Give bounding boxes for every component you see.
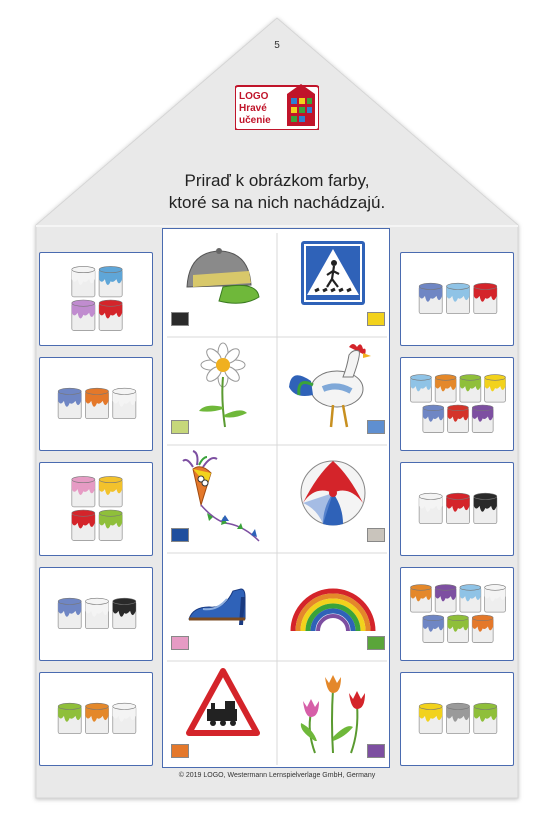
paint-pot-icon [58,388,81,418]
paint-pots-group [401,568,513,660]
swatch-tulips[interactable] [367,744,385,758]
instruction-line-1: Priraď k obrázkom farby, [184,171,370,190]
paint-pot-icon [419,283,442,313]
picture-grid [162,228,390,768]
paint-pot-icon [472,405,493,433]
right-card-3[interactable] [400,462,514,556]
logo-text-1: LOGO [239,91,269,102]
paint-pot-icon [411,375,432,403]
paint-pot-icon [72,300,95,330]
logo-text-2: Hravé [239,103,267,114]
page-number: 5 [274,40,280,51]
instruction-text [80,170,474,214]
paint-pots-group [401,463,513,555]
paint-pot-icon [72,266,95,296]
paint-pot-icon [435,585,456,613]
paint-pot-icon [85,703,108,733]
grid-cell-rainbow[interactable] [277,553,390,661]
paint-pot-icon [85,388,108,418]
paint-pot-icon [460,375,481,403]
left-card-2[interactable] [39,357,153,451]
paint-pot-icon [58,703,81,733]
paint-pot-icon [472,615,493,643]
grid-cell-high-heel-shoe[interactable] [163,553,276,661]
paint-pot-icon [99,300,122,330]
paint-pots-group [40,253,152,345]
paint-pots-group [40,568,152,660]
paint-pot-icon [446,493,469,523]
left-card-3[interactable] [39,462,153,556]
grid-cell-daisy[interactable] [163,337,276,445]
grid-cell-crosswalk-sign[interactable] [277,229,390,337]
paint-pot-icon [411,585,432,613]
logo-house-icon [235,80,319,130]
left-card-4[interactable] [39,567,153,661]
logo [235,80,319,130]
paint-pot-icon [419,493,442,523]
left-card-5[interactable] [39,672,153,766]
right-card-2[interactable] [400,357,514,451]
paint-pot-icon [99,266,122,296]
swatch-beach-ball[interactable] [367,528,385,542]
swatch-daisy[interactable] [171,420,189,434]
paint-pot-icon [85,598,108,628]
paint-pot-icon [474,283,497,313]
swatch-high-heel-shoe[interactable] [171,636,189,650]
right-card-5[interactable] [400,672,514,766]
paint-pot-icon [419,703,442,733]
paint-pots-group [401,673,513,765]
paint-pot-icon [474,703,497,733]
grid-cell-train-warning-sign[interactable] [163,661,276,769]
copyright-footer: © 2019 LOGO, Westermann Lernspielverlage GmbH, Germany [178,772,376,779]
paint-pot-icon [99,476,122,506]
paint-pot-icon [58,598,81,628]
paint-pots-group [401,358,513,450]
swatch-crosswalk-sign[interactable] [367,312,385,326]
paint-pot-icon [448,615,469,643]
paint-pot-icon [113,598,136,628]
paint-pot-icon [423,615,444,643]
logo-text-3: učenie [239,115,271,126]
paint-pots-group [40,673,152,765]
paint-pot-icon [72,510,95,540]
paint-pot-icon [446,703,469,733]
paint-pot-icon [448,405,469,433]
paint-pot-icon [474,493,497,523]
paint-pot-icon [113,388,136,418]
instruction-line-2: ktoré sa na nich nachádzajú. [168,193,386,212]
paint-pot-icon [99,510,122,540]
paint-pots-group [401,253,513,345]
grid-cell-beach-ball[interactable] [277,445,390,553]
paint-pot-icon [72,476,95,506]
swatch-rainbow[interactable] [367,636,385,650]
swatch-cap[interactable] [171,312,189,326]
grid-cell-rooster[interactable] [277,337,390,445]
grid-cell-cap[interactable] [163,229,276,337]
paint-pot-icon [446,283,469,313]
grid-cell-tulips[interactable] [277,661,390,769]
paint-pots-group [40,463,152,555]
paint-pot-icon [460,585,481,613]
swatch-train-warning-sign[interactable] [171,744,189,758]
left-card-1[interactable] [39,252,153,346]
swatch-rooster[interactable] [367,420,385,434]
right-card-4[interactable] [400,567,514,661]
swatch-kite[interactable] [171,528,189,542]
paint-pots-group [40,358,152,450]
grid-cell-kite[interactable] [163,445,276,553]
right-card-1[interactable] [400,252,514,346]
paint-pot-icon [423,405,444,433]
paint-pot-icon [113,703,136,733]
paint-pot-icon [485,585,506,613]
paint-pot-icon [485,375,506,403]
paint-pot-icon [435,375,456,403]
